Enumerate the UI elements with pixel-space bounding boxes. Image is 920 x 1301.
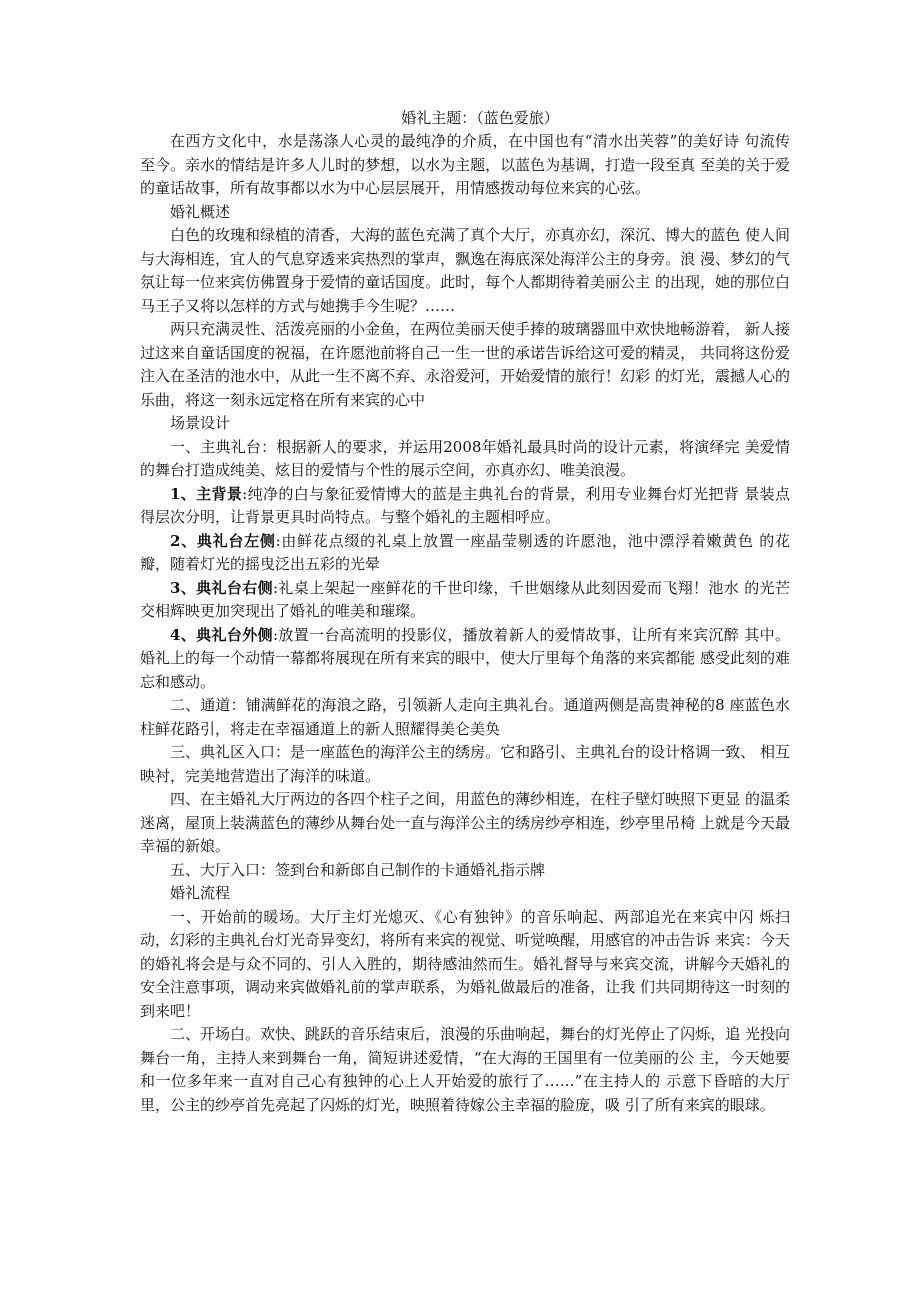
scene-item-2 xyxy=(140,530,790,577)
scene-item-3-lead: 3、典礼台右侧 xyxy=(170,578,273,597)
overview-paragraph-1: 白色的玫瑰和绿植的清香，大海的蓝色充满了真个大厅，亦真亦幻，深沉、博大的蓝色 使人间与大海相连，宜人的气息穿透来宾热烈的掌声，飘逸在海底深处海洋公主的身旁。浪 漫、梦幻的气氛让每一位来宾仿佛置身于爱情的童话国度。此时，每个人都期待着美丽公主 的出现，她的那位白马王子又将以怎样的方式与她携手今生呢？…… xyxy=(140,226,790,315)
scene-item-4-text: :放置一台高流明的投影仪，播放着新人的爱情故事，让所有来宾沉醉 其中。婚礼上的每一个动情一幕都将展现在所有来宾的眼中，使大厅里每个角落的来宾都能 感受此刻的难忘和感动。 xyxy=(140,625,790,691)
scene-aisle: 二、通道：铺满鲜花的海浪之路，引领新人走向主典礼台。通道两侧是高贵神秘的8 座蓝色水柱鲜花路引，将走在幸福通道上的新人照耀得美仑美奂 xyxy=(140,696,790,738)
scene-hall-entrance: 五、大厅入口：签到台和新郎自己制作的卡通婚礼指示牌 xyxy=(170,860,546,879)
scene-item-4 xyxy=(140,624,790,695)
scene-entrance: 三、典礼区入口：是一座蓝色的海洋公主的绣房。它和路引、主典礼台的设计格调一致、 相互映衬，完美地营造出了海洋的味道。 xyxy=(140,743,790,785)
scene-item-1 xyxy=(140,483,790,530)
document-page xyxy=(140,106,790,1117)
section-heading-process: 婚礼流程 xyxy=(170,884,231,902)
scene-item-1-lead: 1、主背景 xyxy=(170,484,243,503)
document-title: 婚礼主题：（蓝色爱旅） xyxy=(401,109,559,127)
scene-main-stage: 一、主典礼台：根据新人的要求，并运用2008年婚礼最具时尚的设计元素，将演绎完 美爱情的舞台打造成纯美、炫目的爱情与个性的展示空间，亦真亦幻、唯美浪漫。 xyxy=(140,437,790,479)
section-heading-overview: 婚礼概述 xyxy=(170,202,231,221)
scene-item-3-text: :礼桌上架起一座鲜花的千世印缘，千世姻缘从此刻因爱而飞翔！池水 的光芒交相辉映更加突现出了婚礼的唯美和璀璨。 xyxy=(140,578,790,620)
overview-paragraph-2: 两只充满灵性、活泼亮丽的小金鱼，在两位美丽天使手捧的玻璃器皿中欢快地畅游着， 新人接过这来自童话国度的祝福，在许愿池前将自己一生一世的承诺告诉给这可爱的精灵， 共同将这份爱注入在圣洁的池水中，从此一生不离不弃、永浴爱河，开始爱情的旅行！幻彩 的灯光，震撼人心的乐曲，将这一刻永远定格在所有来宾的心中 xyxy=(140,320,790,409)
scene-item-2-lead: 2、典礼台左侧 xyxy=(170,531,276,550)
scene-item-1-text: :纯净的白与象征爱情博大的蓝是主典礼台的背景，利用专业舞台灯光把背 景装点得层次分明，让背景更具时尚特点。与整个婚礼的主题相呼应。 xyxy=(140,484,790,526)
scene-pillars: 四、在主婚礼大厅两边的各四个柱子之间，用蓝色的薄纱相连，在柱子壁灯映照下更显 的温柔迷离，屋顶上装满蓝色的薄纱从舞台处一直与海洋公主的绣房纱亭相连，纱亭里吊椅 上就是今天最幸福的新娘。 xyxy=(140,790,790,855)
scene-item-3 xyxy=(140,577,790,624)
process-opening: 二、开场白。欢快、跳跃的音乐结束后，浪漫的乐曲响起，舞台的灯光停止了闪烁，追 光投向舞台一角，主持人来到舞台一角，简短讲述爱情，“在大海的王国里有一位美丽的公 主，今天她要和一位多年来一直对自己心有独钟的心上人开始爱的旅行了……”在主持人的 示意下昏暗的大厅里，公主的纱亭首先亮起了闪烁的灯光，映照着待嫁公主幸福的脸庞，吸 引了所有来宾的眼球。 xyxy=(140,1025,790,1114)
process-warmup: 一、开始前的暖场。大厅主灯光熄灭、《心有独钟》的音乐响起、两部追光在来宾中闪 烁扫动，幻彩的主典礼台灯光奇异变幻，将所有来宾的视觉、听觉唤醒，用感官的冲击告诉 来宾：今天的婚礼将会是与众不同的、引人入胜的，期待感油然而生。婚礼督导与来宾交流，讲解今天婚礼的安全注意事项，调动来宾做婚礼前的掌声联系，为婚礼做最后的准备，让我 们共同期待这一时刻的到来吧！ xyxy=(140,907,790,1020)
intro-paragraph: 在西方文化中，水是荡涤人心灵的最纯净的介质，在中国也有“清水出芙蓉”的美好诗 句流传至今。亲水的情结是许多人儿时的梦想，以水为主题，以蓝色为基调，打造一段至真 至美的关于爱的童话故事，所有故事都以水为中心层层展开，用情感拨动每位来宾的心弦。 xyxy=(140,132,790,197)
section-heading-scene: 场景设计 xyxy=(170,414,231,432)
scene-item-4-lead: 4、典礼台外侧 xyxy=(170,625,273,644)
scene-item-2-text: :由鲜花点缀的礼桌上放置一座晶莹剔透的许愿池，池中漂浮着嫩黄色 的花瓣，随着灯光的摇曳泛出五彩的光晕 xyxy=(140,531,790,573)
